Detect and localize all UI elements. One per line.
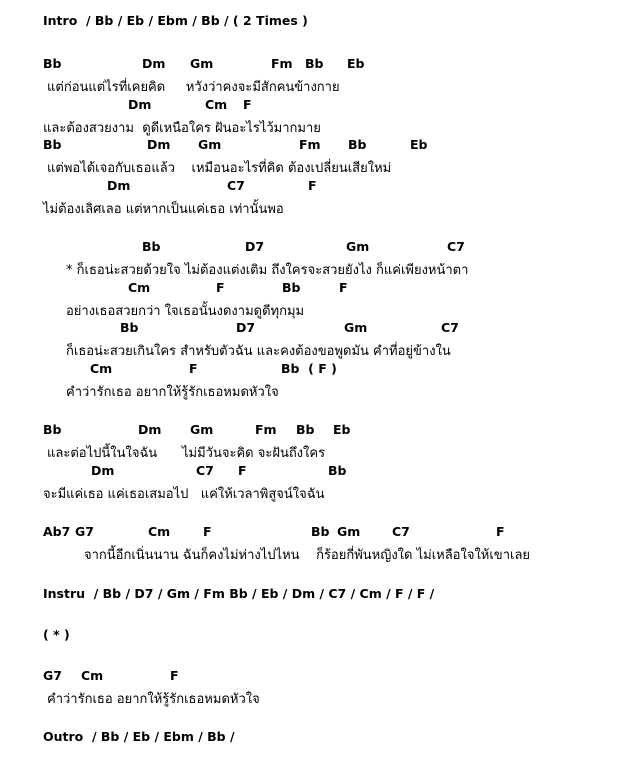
lyric-line: คำว่ารักเธอ อยากให้รู้รักเธอหมดหัวใจ bbox=[66, 385, 279, 400]
chord-label: Bb bbox=[305, 56, 324, 71]
chord-label: F bbox=[216, 280, 225, 295]
chord-label: Bb bbox=[328, 463, 347, 478]
lyric-line: จะมีแค่เธอ แค่เธอเสมอไป แค่ให้เวลาพิสูจน์ใจฉัน bbox=[43, 487, 325, 502]
chord-label: C7 bbox=[447, 239, 465, 254]
chord-label: Dm bbox=[128, 97, 152, 112]
chord-line bbox=[0, 239, 620, 259]
outro-line: Outro / Bb / Eb / Ebm / Bb / bbox=[43, 729, 235, 744]
chord-label: Eb bbox=[333, 422, 351, 437]
chord-label: Cm bbox=[205, 97, 228, 112]
chord-label: Bb ( F ) bbox=[281, 361, 337, 376]
chord-line bbox=[0, 280, 620, 300]
chord-label: C7 bbox=[196, 463, 214, 478]
chord-label: Fm bbox=[255, 422, 277, 437]
chord-label: F bbox=[243, 97, 252, 112]
chord-label: C7 bbox=[392, 524, 410, 539]
chord-line bbox=[0, 320, 620, 340]
chord-label: Eb bbox=[347, 56, 365, 71]
chord-line bbox=[0, 361, 620, 381]
intro-line: Intro / Bb / Eb / Ebm / Bb / ( 2 Times ) bbox=[43, 13, 308, 28]
chord-line bbox=[0, 137, 620, 157]
lyric-line: แต่ก่อนแต่ไรที่เคยคิด หวังว่าคงจะมีสักคนข้างกาย bbox=[47, 80, 340, 95]
chord-label: Bb bbox=[43, 56, 62, 71]
lyric-line: จากนี้อีกเนิ่นนาน ฉันก็คงไม่ห่างไปไหน ก็ร้อยกี่พันหญิงใด ไม่เหลือใจให้เขาเลย bbox=[84, 548, 531, 563]
chord-label: Cm bbox=[148, 524, 171, 539]
lyric-line: ไม่ต้องเลิศเลอ แต่หากเป็นแค่เธอ เท่านั้นพอ bbox=[43, 202, 284, 217]
chord-label: G7 bbox=[43, 668, 62, 683]
chord-label: Bb bbox=[120, 320, 139, 335]
chord-line bbox=[0, 422, 620, 442]
chord-label: G7 bbox=[75, 524, 94, 539]
chord-label: Bb bbox=[348, 137, 367, 152]
chord-label: Fm bbox=[299, 137, 321, 152]
lyric-line: และต่อไปนี้ในใจฉัน ไม่มีวันจะคิด จะฝันถึงใคร bbox=[47, 446, 326, 461]
chord-label: Dm bbox=[107, 178, 131, 193]
chord-label: Cm bbox=[90, 361, 113, 376]
chord-label: C7 bbox=[227, 178, 245, 193]
chord-label: Cm bbox=[81, 668, 104, 683]
chord-label: Dm bbox=[138, 422, 162, 437]
chord-label: F bbox=[189, 361, 198, 376]
chord-label: Bb bbox=[43, 422, 62, 437]
chord-label: F bbox=[308, 178, 317, 193]
chord-label: F bbox=[170, 668, 179, 683]
chord-label: Dm bbox=[147, 137, 171, 152]
lyric-line: * ก็เธอน่ะสวยด้วยใจ ไม่ต้องแต่งเติม ถึงใครจะสวยยังไง ก็แค่เพียงหน้าตา bbox=[66, 263, 469, 278]
lyric-line: อย่างเธอสวยกว่า ใจเธอนั้นงดงามดูดีทุกมุม bbox=[66, 304, 305, 319]
chord-line bbox=[0, 97, 620, 117]
chord-label: Bb bbox=[142, 239, 161, 254]
lyric-line: และต้องสวยงาม ดูดีเหนือใคร ฝันอะไรไว้มากมาย bbox=[43, 121, 321, 136]
chord-label: Eb bbox=[410, 137, 428, 152]
lyric-line: คำว่ารักเธอ อยากให้รู้รักเธอหมดหัวใจ bbox=[47, 692, 260, 707]
chord-label: Gm bbox=[344, 320, 368, 335]
chord-label: D7 bbox=[245, 239, 265, 254]
chord-label: Bb bbox=[296, 422, 315, 437]
chord-label: F bbox=[339, 280, 348, 295]
chord-label: Ab7 bbox=[43, 524, 71, 539]
chord-label: C7 bbox=[441, 320, 459, 335]
chord-label: Fm bbox=[271, 56, 293, 71]
chord-line bbox=[0, 668, 620, 688]
chord-label: Cm bbox=[128, 280, 151, 295]
chord-label: F bbox=[238, 463, 247, 478]
chord-label: F bbox=[203, 524, 212, 539]
repeat-mark: ( * ) bbox=[43, 627, 70, 642]
chord-label: Gm bbox=[346, 239, 370, 254]
chord-line bbox=[0, 56, 620, 76]
chord-label: Dm bbox=[142, 56, 166, 71]
instru-line: Instru / Bb / D7 / Gm / Fm Bb / Eb / Dm / C7 / Cm / F / F / bbox=[43, 586, 435, 601]
chord-label: Bb bbox=[311, 524, 330, 539]
chord-label: Gm bbox=[198, 137, 222, 152]
chord-label: Bb bbox=[43, 137, 62, 152]
chord-label: F bbox=[496, 524, 505, 539]
chord-label: Bb bbox=[282, 280, 301, 295]
chord-line bbox=[0, 178, 620, 198]
chord-label: Gm bbox=[190, 56, 214, 71]
chord-label: D7 bbox=[236, 320, 256, 335]
chord-line bbox=[0, 463, 620, 483]
lyric-line: ก็เธอน่ะสวยเกินใคร สำหรับตัวฉัน และคงต้องขอพูดมัน คำที่อยู่ข้างใน bbox=[66, 344, 451, 359]
chord-label: Gm bbox=[337, 524, 361, 539]
lyric-line: แต่พอได้เจอกับเธอแล้ว เหมือนอะไรที่คิด ต้องเปลี่ยนเสียใหม่ bbox=[47, 161, 392, 176]
chord-line bbox=[0, 524, 620, 544]
chord-label: Gm bbox=[190, 422, 214, 437]
chord-label: Dm bbox=[91, 463, 115, 478]
